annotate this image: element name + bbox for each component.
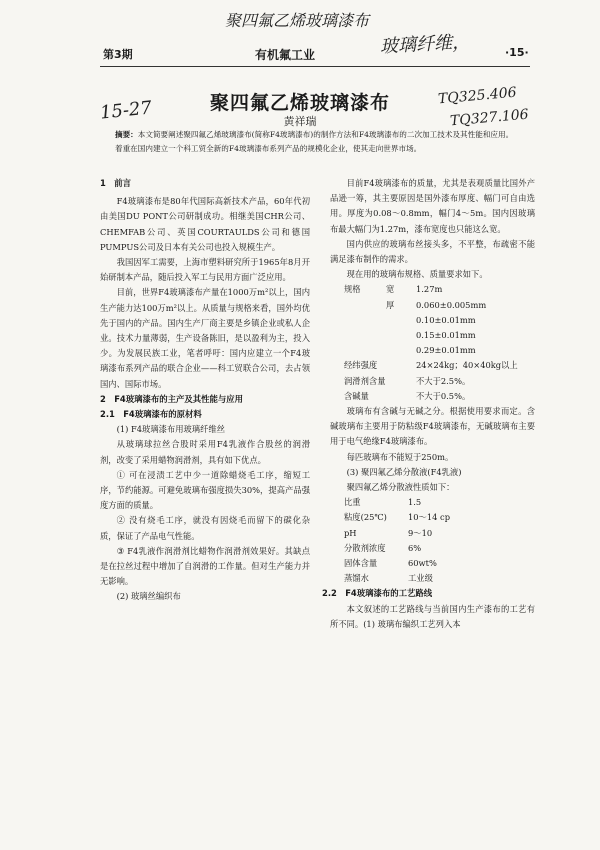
glass-cloth-spec-list [330, 282, 535, 404]
left-column [100, 176, 310, 605]
paragraph: 玻璃布有含碱与无碱之分。根据使用要求而定。含碱玻璃布主要用于防粘级F4玻璃漆布，无碱玻璃布主要用于电气绝缘F4玻璃漆布。 [330, 406, 535, 447]
paragraph: 每匹玻璃布不能短于250m。 [346, 451, 454, 462]
header-rule [100, 66, 530, 67]
header-page-number: ·15· [505, 46, 529, 59]
spec-row: 0.29±0.01mm [416, 345, 476, 356]
spec-row: 含碱量 不大于0.5%。 [344, 390, 471, 401]
paragraph: 国内供应的玻璃布丝接头多，不平整，布疏密不能满足漆布制作的需求。 [330, 238, 535, 265]
section-2-heading: 2 F4玻璃漆布的主产及其性能与应用 [100, 393, 243, 404]
header-issue: 第3期 [103, 48, 133, 61]
dispersion-property-list [330, 495, 535, 586]
spec-row: 厚 0.060±0.005mm [386, 299, 487, 310]
spec-row: 规格 宽 1.27m [344, 284, 443, 295]
paragraph: ③ F4乳液作润滑剂比蜡物作润滑剂效果好。其缺点是在拉丝过程中增加了自润滑的工作量。但对生产能力并无影响。 [100, 545, 310, 587]
spec-row: 润滑剂含量 不大于2.5%。 [344, 375, 471, 386]
section-2-1-heading: 2.1 F4玻璃漆布的原材料 [100, 409, 202, 420]
property-row: 粘度(25℃) 10～14 cp [344, 512, 451, 523]
paragraph: ② 没有烧毛工序，就没有因烧毛而留下的碳化杂质，保证了产品电气性能。 [100, 515, 310, 541]
right-column [322, 176, 535, 632]
abstract [115, 128, 515, 155]
property-row: 蒸馏水 工业级 [344, 573, 433, 584]
paragraph: F4玻璃漆布是80年代国际高新技术产品，60年代初由美国DU PONT公司研制成功。相继美国CHR公司、CHEMFAB公司、英国COURTAULDS公司和德国PUMPUS公司及日本有关公司也投入规模生产。 [100, 196, 310, 252]
property-row: 固体含量 60wt% [344, 558, 437, 569]
paragraph: 聚四氟乙烯分散液性质如下： [346, 482, 455, 493]
handwritten-title: 聚四氟乙烯玻璃漆布 [225, 11, 370, 30]
section-2-2-heading: 2.2 F4玻璃漆布的工艺路线 [322, 588, 433, 599]
property-row: 比重 1.5 [344, 497, 422, 508]
spec-row: 0.15±0.01mm [416, 330, 476, 341]
abstract-text: 本文简要阐述聚四氟乙烯玻璃漆布(简称F4玻璃漆布)的制作方法和F4玻璃漆布的二次加工技术及其性能和应用。着重在国内建立一个科工贸全新的F4玻璃漆布系列产品的规模化企业，使其走向世界市场。 [115, 130, 514, 153]
property-row: 分散剂浓度 6% [344, 542, 422, 553]
subsection-heading: (2) 玻璃丝编织布 [116, 591, 181, 602]
handwritten-page-ref: 15-27 [99, 97, 153, 124]
paragraph: 我国因军工需要，上海市塑料研究所于1965年8月开始研制本产品，随后投入军工与民用方面广泛应用。 [100, 257, 310, 283]
article-title: 聚四氟乙烯玻璃漆布 [209, 92, 390, 114]
abstract-label: 摘要： [115, 130, 138, 139]
subsection-heading: (1) F4玻璃漆布用玻璃纤维丝 [116, 424, 225, 435]
paragraph: 现在用的玻璃布规格、质量要求如下。 [346, 269, 488, 280]
paragraph: ① 可在浸渍工艺中少一道除蜡烧毛工序，缩短工序，节约能源。可避免玻璃布强度损失30%，提高产品强度方面的质量。 [100, 469, 310, 511]
paragraph: 本文叙述的工艺路线与当前国内生产漆布的工艺有所不同。(1) 玻璃布编织工艺列入本 [330, 603, 535, 629]
property-row: pH 9～10 [344, 527, 433, 538]
header-journal: 有机氟工业 [255, 48, 316, 62]
handwritten-keyword: 玻璃纤维， [379, 31, 471, 58]
author: 黄祥瑞 [283, 115, 317, 128]
handwritten-class-number-1: TQ325.406 [437, 84, 518, 108]
paragraph: 目前F4玻璃漆布的质量，尤其是表观质量比国外产品逊一筹，其主要原因是国外漆布厚度、幅门可自由选用。厚度为0.08～0.8mm，幅门4～5m。国内因玻璃布最大幅门为1.27m，漆布宽度也只能这么宽。 [330, 178, 535, 234]
paragraph: 从玻璃球拉丝合股时采用F4乳液作合股丝的润滑剂，改变了采用蜡物润滑剂，具有如下优点。 [100, 439, 310, 465]
subsection-heading: (3) 聚四氟乙烯分散液(F4乳液) [346, 466, 462, 477]
paragraph: 目前，世界F4玻璃漆布产量在1000万m²以上，国内生产能力达100万m²以上。从质量与规格来看，国外均优先于国内的产品。国内生产厂商主要是乡镇企业或私人企业。技术力量薄弱，生产设备陈旧，是以盈利为主，投入少。为发展民族工业，笔者呼吁：国内应建立一个F4玻璃漆布系列产品的联合企业——科工贸联合公司，去占领国内、国际市场。 [100, 287, 310, 389]
section-1-heading: 1 前言 [100, 178, 131, 188]
handwritten-class-number-2: TQ327.106 [449, 106, 530, 130]
spec-row: 经纬强度 24×24kg；40×40kg以上 [344, 360, 518, 371]
spec-row: 0.10±0.01mm [416, 314, 476, 325]
